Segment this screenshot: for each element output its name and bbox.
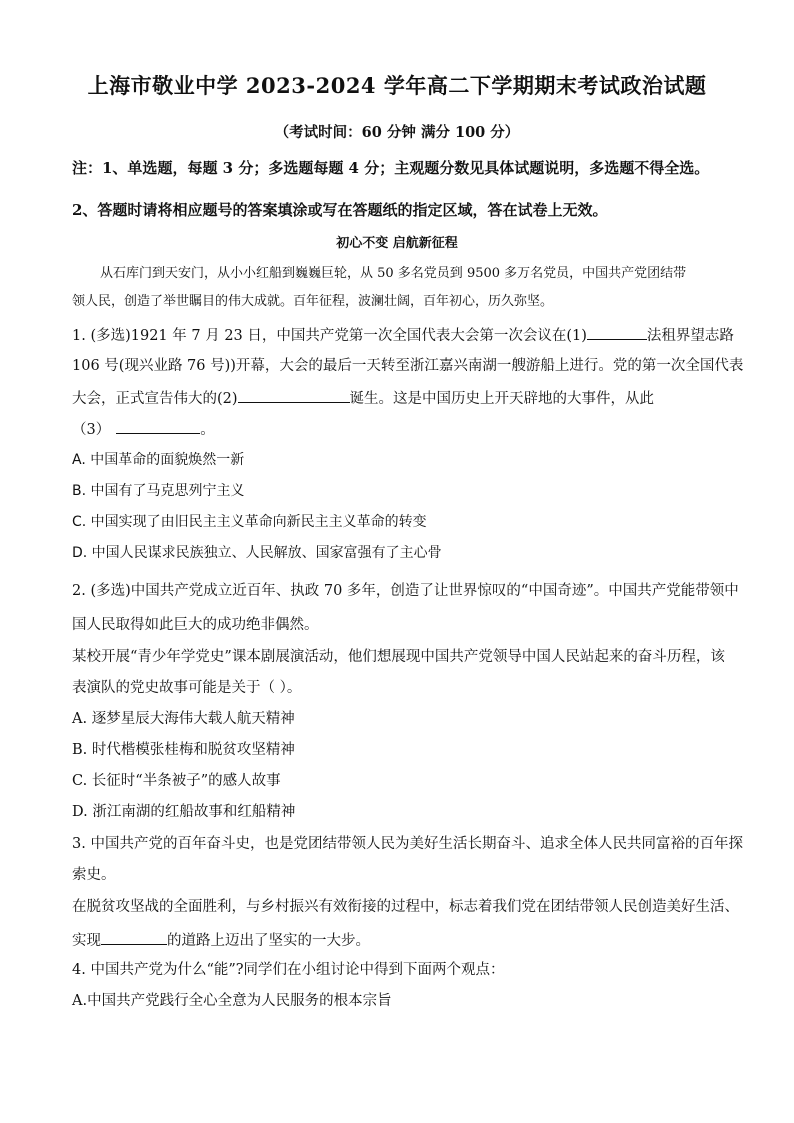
q2-line-2: 国人民取得如此巨大的成功绝非偶然。 — [72, 617, 319, 633]
q3-blank[interactable] — [101, 929, 167, 945]
q1-line-4-a: （3） — [72, 422, 111, 438]
q3-line-1: 3. 中国共产党的百年奋斗史，也是党团结带领人民为美好生活长期奋斗、追求全体人民共同富裕的百年探 — [72, 836, 743, 852]
q1-blank-3[interactable] — [116, 418, 200, 434]
q4-line-1: 4. 中国共产党为什么“能”?同学们在小组讨论中得到下面两个观点： — [72, 962, 505, 978]
note-2: 2、答题时请将相应题号的答案填涂或写在答题纸的指定区域，答在试卷上无效。 — [72, 201, 608, 219]
q2-option-d: D. 浙江南湖的红船故事和红船精神 — [72, 804, 296, 820]
q3-line-3: 在脱贫攻坚战的全面胜利，与乡村振兴有效衔接的过程中，标志着我们党在团结带领人民创造美好生活、 — [72, 899, 739, 915]
q1-line-4 — [72, 418, 215, 440]
q3-line-4 — [72, 929, 370, 951]
q1-option-a: A. 中国革命的面貌焕然一新 — [72, 452, 245, 468]
q1-line-4-b: 。 — [200, 422, 215, 438]
q2-option-b: B. 时代楷模张桂梅和脱贫攻坚精神 — [72, 742, 295, 758]
section-intro-line-2: 领人民，创造了举世瞩目的伟大成就。百年征程，波澜壮阔，百年初心，历久弥坚。 — [72, 294, 554, 309]
q2-line-1: 2. (多选)中国共产党成立近百年、执政 70 多年，创造了让世界惊叹的“中国奇迹”。中国共产党能带领中 — [72, 583, 739, 599]
q3-line-4-b: 的道路上迈出了坚实的一大步。 — [167, 933, 370, 949]
q1-line-1 — [72, 324, 734, 346]
note-1: 注：1、单选题，每题 3 分；多选题每题 4 分；主观题分数见具体试题说明，多选题不得全选。 — [72, 159, 710, 177]
q1-line-3-b: 诞生。这是中国历史上开天辟地的大事件，从此 — [349, 391, 655, 407]
q1-line-2: 106 号(现兴业路 76 号))开幕，大会的最后一天转至浙江嘉兴南湖一艘游船上进行。党的第一次全国代表 — [72, 358, 744, 374]
q2-line-3: 某校开展“青少年学党史”课本剧展演活动，他们想展现中国共产党领导中国人民站起来的奋斗历程，该 — [72, 649, 725, 665]
q1-line-1-b: 法租界望志路 — [646, 328, 734, 344]
q3-line-2: 索史。 — [72, 867, 116, 883]
q2-line-4: 表演队的党史故事可能是关于（ ）。 — [72, 680, 302, 696]
q1-blank-1[interactable] — [587, 324, 647, 340]
q1-line-1-a: 1. (多选)1921 年 7 月 23 日，中国共产党第一次全国代表大会第一次会议在(1) — [72, 328, 587, 344]
q4-option-a: A.中国共产党践行全心全意为人民服务的根本宗旨 — [72, 993, 392, 1009]
q1-line-3 — [72, 387, 654, 409]
q1-blank-2[interactable] — [238, 387, 350, 403]
q1-option-b: B. 中国有了马克思列宁主义 — [72, 483, 245, 499]
q1-option-c: C. 中国实现了由旧民主主义革命向新民主主义革命的转变 — [72, 514, 427, 530]
section-heading: 初心不变 启航新征程 — [336, 236, 458, 251]
q2-option-a: A. 逐梦星辰大海伟大载人航天精神 — [72, 711, 295, 727]
page-title: 上海市敬业中学 2023-2024 学年高二下学期期末考试政治试题 — [87, 73, 707, 98]
q3-line-4-a: 实现 — [72, 933, 101, 949]
exam-info: （考试时间：60 分钟 满分 100 分） — [274, 124, 520, 141]
q2-option-c: C. 长征时“半条被子”的感人故事 — [72, 773, 281, 789]
q1-option-d: D. 中国人民谋求民族独立、人民解放、国家富强有了主心骨 — [72, 545, 442, 561]
q1-line-3-a: 大会，正式宣告伟大的(2) — [72, 391, 238, 407]
section-intro-line-1: 从石库门到天安门，从小小红船到巍巍巨轮，从 50 多名党员到 9500 多万名党员，中国共产党团结带 — [100, 266, 687, 281]
